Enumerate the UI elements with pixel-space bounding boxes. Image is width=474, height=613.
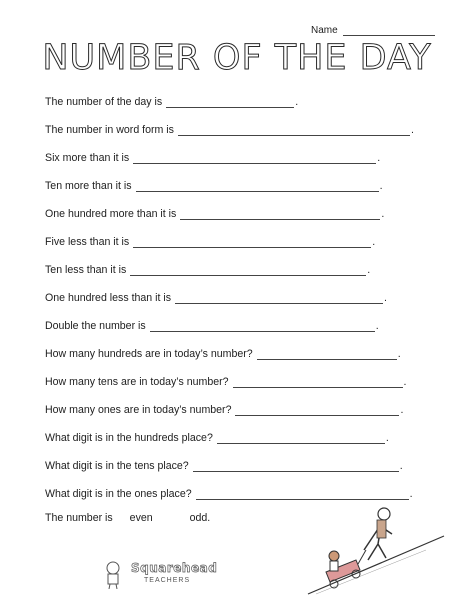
question-label: Double the number is (45, 320, 146, 332)
answer-blank[interactable] (166, 97, 294, 108)
question-label: How many hundreds are in today’s number? (45, 348, 253, 360)
answer-blank[interactable] (235, 405, 399, 416)
question-label: Ten more than it is (45, 180, 132, 192)
question-row: What digit is in the hundreds place? . (45, 432, 389, 444)
answer-blank[interactable] (193, 461, 399, 472)
question-label: The number in word form is (45, 124, 174, 136)
name-blank[interactable] (343, 25, 435, 36)
question-row: How many hundreds are in today’s number? . (45, 348, 401, 360)
question-row: How many tens are in today’s number? . (45, 376, 407, 388)
question-label: How many ones are in today’s number? (45, 404, 232, 416)
question-row: One hundred more than it is . (45, 208, 385, 220)
question-label: What digit is in the hundreds place? (45, 432, 213, 444)
question-row: Double the number is . (45, 320, 379, 332)
question-row: Ten less than it is . (45, 264, 371, 276)
question-label: Five less than it is (45, 236, 130, 248)
question-row: Five less than it is . (45, 236, 376, 248)
question-label: Ten less than it is (45, 264, 127, 276)
logo-subtitle: TEACHERS (144, 577, 191, 584)
question-row: Six more than it is . (45, 152, 381, 164)
option-even[interactable]: even (129, 512, 153, 524)
question-row: What digit is in the tens place? . (45, 460, 403, 472)
answer-blank[interactable] (180, 209, 380, 220)
answer-blank[interactable] (217, 433, 385, 444)
parity-label: The number is (45, 512, 113, 524)
question-label: What digit is in the ones place? (45, 488, 192, 500)
answer-blank[interactable] (133, 153, 376, 164)
question-row: How many ones are in today’s number? . (45, 404, 404, 416)
page-title: NUMBER OF THE DAY (42, 38, 432, 78)
answer-blank[interactable] (196, 489, 409, 500)
question-label: The number of the day is (45, 96, 163, 108)
answer-blank[interactable] (178, 125, 410, 136)
question-label: What digit is in the tens place? (45, 460, 189, 472)
wagon-illustration-icon (306, 500, 446, 596)
answer-blank[interactable] (233, 377, 403, 388)
option-odd[interactable]: odd. (189, 512, 211, 524)
question-row: Ten more than it is . (45, 180, 383, 192)
question-row: The number of the day is . (45, 96, 299, 108)
answer-blank[interactable] (133, 237, 371, 248)
question-label: One hundred less than it is (45, 292, 172, 304)
answer-blank[interactable] (130, 265, 366, 276)
name-field[interactable] (311, 25, 435, 36)
question-label: How many tens are in today’s number? (45, 376, 229, 388)
logo-name: Squarehead (131, 561, 218, 575)
answer-blank[interactable] (136, 181, 379, 192)
question-row: What digit is in the ones place? . (45, 488, 413, 500)
question-label: One hundred more than it is (45, 208, 177, 220)
question-row: The number in word form is . (45, 124, 414, 136)
question-label: Six more than it is (45, 152, 130, 164)
answer-blank[interactable] (175, 293, 383, 304)
answer-blank[interactable] (257, 349, 397, 360)
question-row: One hundred less than it is . (45, 292, 387, 304)
parity-row (45, 512, 210, 524)
name-label: Name (311, 25, 338, 36)
answer-blank[interactable] (150, 321, 375, 332)
